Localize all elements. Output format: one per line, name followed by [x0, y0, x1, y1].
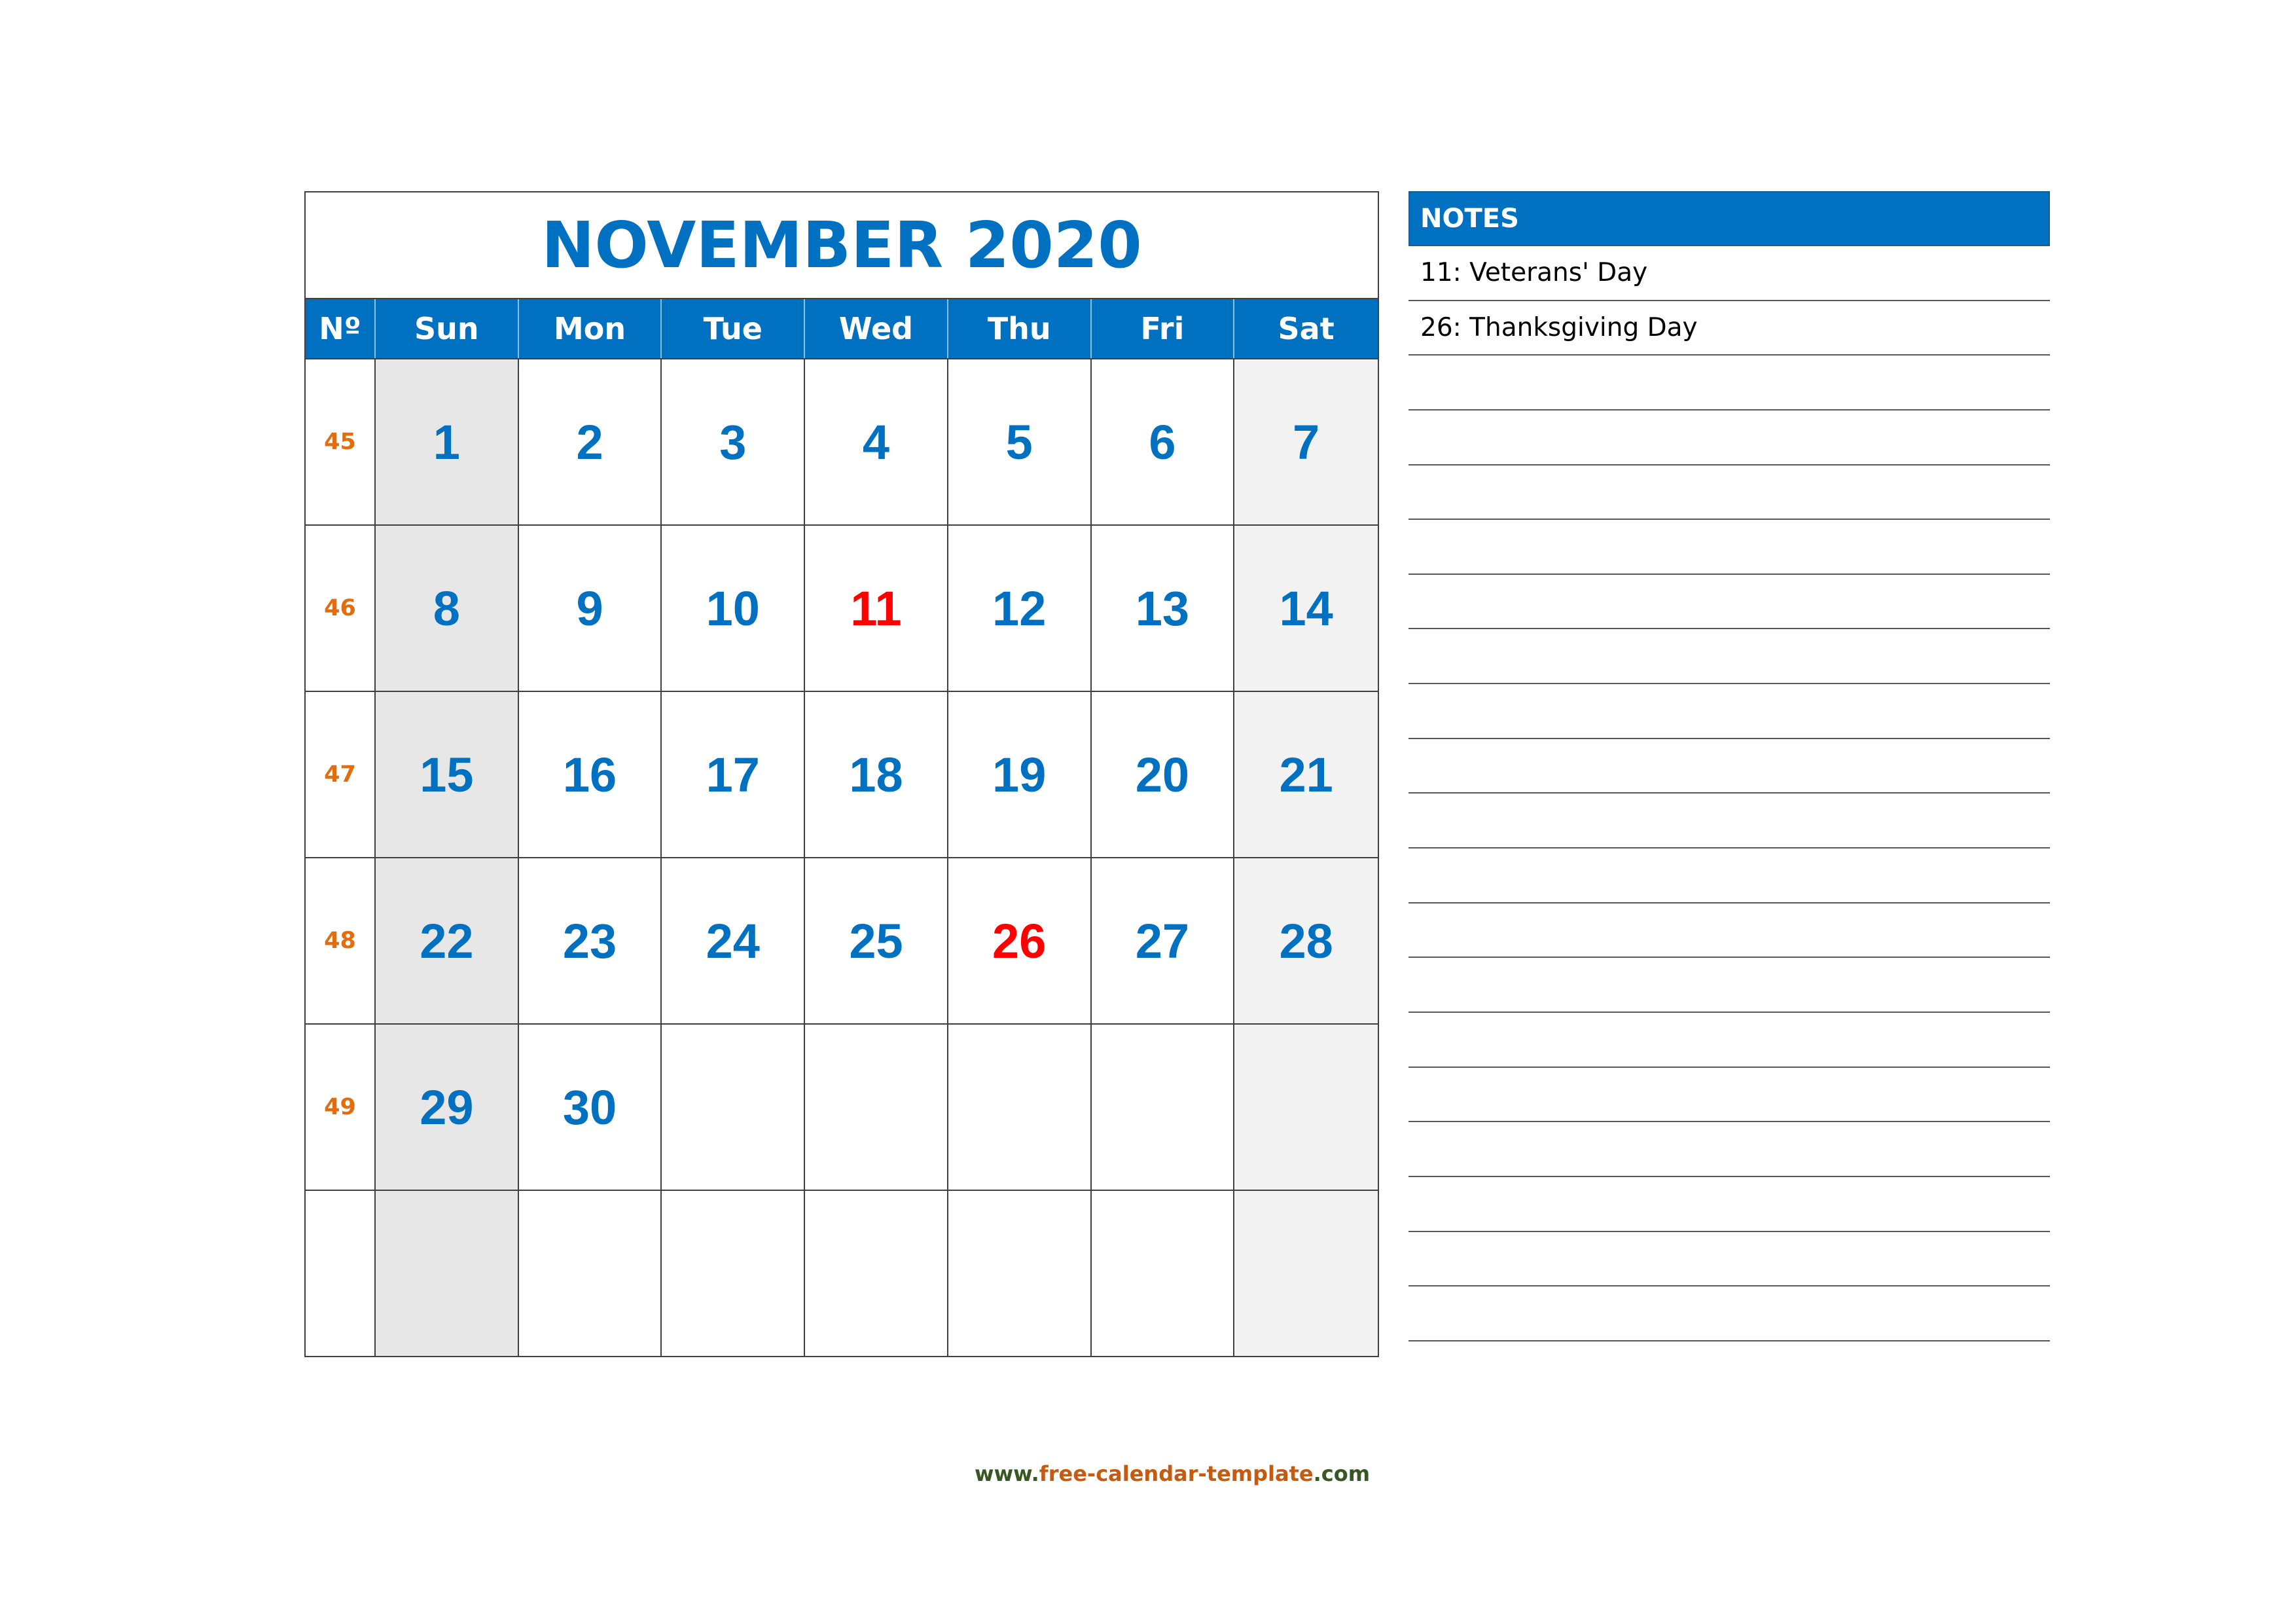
- note-line: [1408, 684, 2050, 739]
- empty-week-number: [306, 1191, 376, 1356]
- day-cell: [519, 526, 662, 691]
- day-number: 12: [992, 581, 1047, 636]
- week-row: [306, 359, 1378, 526]
- day-number: 3: [719, 414, 747, 469]
- day-cell: [1234, 858, 1378, 1023]
- day-cell: [662, 359, 805, 524]
- empty-day-cell: [805, 1191, 948, 1356]
- day-cell: [662, 526, 805, 691]
- day-cell: [662, 692, 805, 857]
- week-row: [306, 692, 1378, 858]
- week-number-header: Nº: [306, 299, 376, 358]
- week-number: 49: [306, 1025, 376, 1190]
- note-line: [1408, 356, 2050, 410]
- empty-day-cell: [1092, 1025, 1235, 1190]
- day-number: 9: [576, 581, 603, 636]
- week-number: 47: [306, 692, 376, 857]
- week-number: 46: [306, 526, 376, 691]
- day-cell: [519, 359, 662, 524]
- empty-day-cell: [1092, 1191, 1235, 1356]
- day-cell: [519, 1025, 662, 1190]
- calendar-grid: [304, 191, 1379, 1357]
- note-line: [1408, 1286, 2050, 1341]
- day-number: 22: [420, 913, 474, 968]
- weekday-header-tue: Tue: [662, 299, 805, 358]
- empty-day-cell: [662, 1191, 805, 1356]
- day-number: 13: [1135, 581, 1190, 636]
- weekday-header-row: [306, 299, 1378, 359]
- url-prefix: www.: [975, 1461, 1039, 1486]
- day-number: 2: [576, 414, 603, 469]
- note-line: [1408, 1122, 2050, 1177]
- note-line: [1408, 1013, 2050, 1068]
- holiday-day-cell: [948, 858, 1092, 1023]
- day-cell: [376, 692, 519, 857]
- week-row: [306, 1025, 1378, 1191]
- note-line: [1408, 301, 2050, 356]
- note-line: [1408, 739, 2050, 794]
- url-suffix: .com: [1313, 1461, 1371, 1486]
- day-cell: [805, 359, 948, 524]
- day-cell: [1234, 359, 1378, 524]
- day-number: 11: [850, 581, 902, 636]
- day-cell: [948, 359, 1092, 524]
- week-row: [306, 1191, 1378, 1356]
- website-url: [975, 1461, 1370, 1487]
- day-cell: [1234, 692, 1378, 857]
- note-line: [1408, 410, 2050, 465]
- day-cell: [1092, 526, 1235, 691]
- day-number: 15: [420, 747, 474, 802]
- note-line: [1408, 903, 2050, 958]
- day-cell: [1234, 526, 1378, 691]
- weekday-header-fri: Fri: [1092, 299, 1235, 358]
- day-number: 23: [562, 913, 617, 968]
- notes-panel: [1408, 191, 2050, 1341]
- day-number: 24: [706, 913, 760, 968]
- day-cell: [948, 526, 1092, 691]
- day-number: 28: [1279, 913, 1333, 968]
- month-title: NOVEMBER 2020: [306, 192, 1378, 299]
- empty-day-cell: [1234, 1191, 1378, 1356]
- day-number: 29: [420, 1080, 474, 1135]
- week-row: [306, 526, 1378, 692]
- weekday-header-sun: Sun: [376, 299, 519, 358]
- notes-title: NOTES: [1408, 191, 2050, 246]
- empty-day-cell: [948, 1191, 1092, 1356]
- day-number: 26: [992, 913, 1047, 968]
- url-name: free-calendar-template: [1039, 1461, 1314, 1486]
- day-cell: [376, 858, 519, 1023]
- empty-day-cell: [805, 1025, 948, 1190]
- note-line: [1408, 520, 2050, 575]
- day-number: 8: [433, 581, 460, 636]
- day-number: 17: [706, 747, 760, 802]
- day-number: 1: [433, 414, 460, 469]
- day-cell: [519, 858, 662, 1023]
- day-number: 27: [1135, 913, 1190, 968]
- empty-day-cell: [376, 1191, 519, 1356]
- day-number: 30: [562, 1080, 617, 1135]
- week-row: [306, 858, 1378, 1025]
- note-line: [1408, 465, 2050, 520]
- day-cell: [376, 526, 519, 691]
- day-cell: [376, 1025, 519, 1190]
- note-line: [1408, 958, 2050, 1013]
- note-line: [1408, 629, 2050, 684]
- day-number: 20: [1135, 747, 1190, 802]
- day-number: 6: [1149, 414, 1176, 469]
- note-line: [1408, 793, 2050, 848]
- note-entry: 26: Thanksgiving Day: [1420, 312, 1698, 342]
- day-number: 10: [706, 581, 760, 636]
- day-cell: [1092, 858, 1235, 1023]
- note-line: [1408, 1177, 2050, 1232]
- empty-day-cell: [948, 1025, 1092, 1190]
- note-entry: 11: Veterans' Day: [1420, 258, 1648, 288]
- day-number: 4: [862, 414, 890, 469]
- day-cell: [1092, 692, 1235, 857]
- day-number: 18: [849, 747, 903, 802]
- day-cell: [805, 858, 948, 1023]
- day-number: 21: [1279, 747, 1333, 802]
- weekday-header-mon: Mon: [519, 299, 662, 358]
- note-line: [1408, 246, 2050, 301]
- weekday-header-sat: Sat: [1278, 311, 1335, 346]
- note-line: [1408, 575, 2050, 630]
- note-line: [1408, 1068, 2050, 1123]
- day-cell: [948, 692, 1092, 857]
- empty-day-cell: [662, 1025, 805, 1190]
- day-cell: [805, 692, 948, 857]
- note-line: [1408, 1232, 2050, 1287]
- day-cell: [662, 858, 805, 1023]
- note-line: [1408, 848, 2050, 903]
- empty-day-cell: [1234, 1025, 1378, 1190]
- day-number: 5: [1005, 414, 1033, 469]
- week-number: 48: [306, 858, 376, 1023]
- day-number: 25: [849, 913, 903, 968]
- day-cell: [1092, 359, 1235, 524]
- day-number: 14: [1279, 581, 1333, 636]
- day-number: 16: [562, 747, 617, 802]
- day-number: 19: [992, 747, 1047, 802]
- day-number: 7: [1293, 414, 1320, 469]
- week-number: 45: [306, 359, 376, 524]
- day-cell: [519, 692, 662, 857]
- holiday-day-cell: [805, 526, 948, 691]
- day-cell: [376, 359, 519, 524]
- weekday-header-wed: Wed: [805, 299, 948, 358]
- weekday-header-thu: Thu: [948, 299, 1092, 358]
- empty-day-cell: [519, 1191, 662, 1356]
